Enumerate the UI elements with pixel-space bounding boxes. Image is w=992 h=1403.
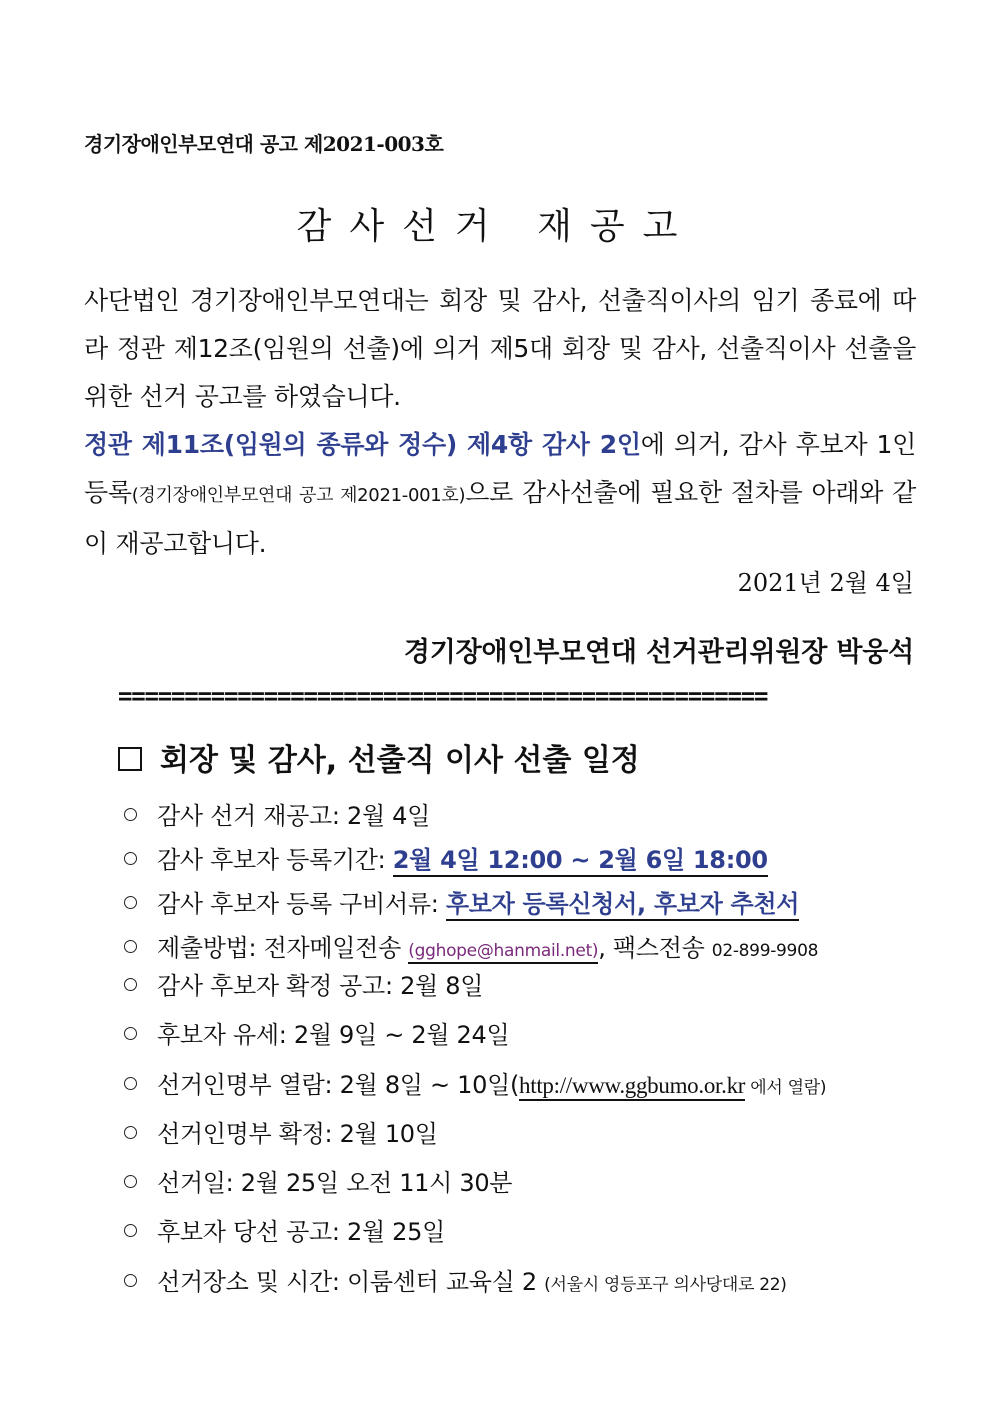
checkbox-square-icon [118,747,142,771]
notice-date: 2021년 2월 4일 [737,569,914,597]
item-label: 감사 후보자 등록기간: [157,846,393,874]
list-item [124,966,483,1001]
circle-bullet-icon [124,1274,137,1287]
circle-bullet-icon [124,1175,137,1188]
item-value: 2월 4일 [346,802,431,830]
item-label: 선거인명부 확정: [157,1120,340,1148]
list-item [124,884,799,919]
item-value: 이룸센터 교육실 2 [346,1268,545,1296]
email-link[interactable]: (gghope@hanmail.net) [408,941,598,964]
circle-bullet-icon [124,1027,137,1040]
item-label: 선거인명부 열람: [157,1071,340,1099]
list-item [124,1015,509,1050]
section-heading-text: 회장 및 감사, 선출직 이사 선출 일정 [160,743,640,778]
item-value: 2월 9일 ~ 2월 24일 [293,1021,510,1049]
venue-address: (서울시 영등포구 의사당대로 22) [544,1275,787,1295]
list-item [124,1065,826,1100]
list-item [124,1114,438,1149]
item-label: 선거일: [157,1169,241,1197]
circle-bullet-icon [124,1077,137,1090]
circle-bullet-icon [124,978,137,991]
previous-notice-reference: (경기장애인부모연대 공고 제2021-001호) [131,485,466,506]
item-value: 2월 8일 ~ 10일 [339,1071,510,1099]
signer: 경기장애인부모연대 선거관리위원장 박웅석 [403,637,914,668]
item-label: 감사 후보자 등록 구비서류: [157,890,446,918]
section-heading [118,735,640,779]
registration-period: 2월 4일 12:00 ~ 2월 6일 18:00 [393,846,768,877]
circle-bullet-icon [124,1126,137,1139]
item-value: 2월 25일 [346,1218,445,1246]
list-item [124,796,430,831]
article-reference: 정관 제11조(임원의 종류와 정수) 제4항 감사 2인 [84,430,641,459]
fax-number: 02-899-9908 [711,941,819,961]
reannouncement-paragraph [84,421,916,568]
circle-bullet-icon [124,1224,137,1237]
divider: ================================================= [118,682,768,710]
circle-bullet-icon [124,808,137,821]
item-label: 감사 선거 재공고: [157,802,347,830]
paren: ( [509,1071,520,1099]
item-label: 제출방법: 전자메일전송 [157,934,409,962]
intro-paragraph: 사단법인 경기장애인부모연대는 회장 및 감사, 선출직이사의 임기 종료에 따라 정관 제12조(임원의 선출)에 의거 제5대 회장 및 감사, 선출직이사 선출을 위한 선거 공고를 하였습니다. [84,286,916,411]
required-documents: 후보자 등록신청서, 후보자 추천서 [446,890,799,921]
list-item [124,1163,512,1198]
paragraph-text-b: 으로 감사선출에 필요한 절차를 아래와 같이 재공고합니다. [84,478,916,558]
circle-bullet-icon [124,896,137,909]
item-label: 후보자 당선 공고: [157,1218,347,1246]
item-value: 2월 8일 [400,972,484,1000]
item-text: 에서 열람) [745,1078,827,1098]
item-label: 감사 후보자 확정 공고: [157,972,401,1000]
circle-bullet-icon [124,940,137,953]
item-text: , 팩스전송 [598,934,712,962]
circle-bullet-icon [124,852,137,865]
notice-number: 경기장애인부모연대 공고 제2021-003호 [84,132,444,156]
item-value: 2월 25일 오전 11시 30분 [240,1169,513,1197]
list-item [124,1212,445,1247]
website-link[interactable]: http://www.ggbumo.or.kr [519,1073,745,1101]
item-value: 2월 10일 [339,1120,438,1148]
paragraph-text-a: 에 의거, 감사 후보자 1인 등록 [84,430,916,507]
item-label: 후보자 유세: [157,1021,294,1049]
list-item [124,840,768,875]
list-item [124,928,818,963]
list-item [124,1262,787,1297]
item-label: 선거장소 및 시간: [157,1268,347,1296]
page-title: 감사선거 재공고 [296,206,696,247]
